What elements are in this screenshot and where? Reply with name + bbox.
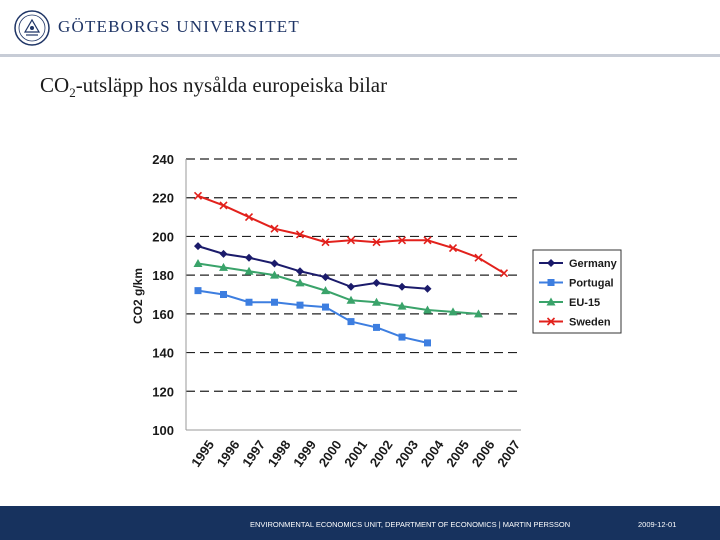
point-sweden	[246, 214, 253, 221]
point-germany	[296, 267, 304, 275]
legend-label-portugal: Portugal	[569, 277, 614, 290]
y-tick-label: 140	[152, 345, 174, 361]
point-portugal	[297, 302, 304, 309]
y-tick-label: 120	[152, 384, 174, 400]
legend-label-sweden: Sweden	[569, 316, 611, 329]
title-prefix: CO	[40, 73, 70, 97]
point-germany	[245, 254, 253, 262]
title-subscript: 2	[69, 85, 76, 101]
x-tick-label: 2007	[494, 437, 524, 470]
point-germany	[220, 250, 228, 258]
x-tick-label: 2000	[315, 437, 345, 470]
x-tick-label: 2006	[468, 437, 498, 470]
point-portugal	[195, 287, 202, 294]
footer-credit: ENVIRONMENTAL ECONOMICS UNIT, DEPARTMENT OF ECONOMICS | MARTIN PERSSON	[250, 520, 571, 529]
slide-footer	[0, 506, 720, 540]
point-portugal	[424, 339, 431, 346]
series-line-germany	[198, 246, 428, 289]
point-germany	[347, 283, 355, 291]
series-line-eu-15	[198, 264, 479, 314]
y-tick-label: 220	[152, 190, 174, 206]
point-germany	[373, 279, 381, 287]
series-line-sweden	[198, 196, 504, 273]
point-portugal	[220, 291, 227, 298]
point-portugal	[373, 324, 380, 331]
point-portugal	[348, 318, 355, 325]
x-tick-label: 1999	[290, 437, 320, 470]
point-sweden	[501, 270, 508, 277]
university-name: GÖTEBORGS UNIVERSITET	[58, 17, 300, 36]
series-line-portugal	[198, 291, 428, 343]
y-tick-label: 100	[152, 423, 174, 438]
y-tick-label: 160	[152, 306, 174, 322]
legend-label-eu-15: EU-15	[569, 297, 601, 309]
x-tick-label: 1996	[213, 437, 243, 470]
point-portugal	[246, 299, 253, 306]
x-tick-label: 2002	[366, 437, 396, 470]
point-germany	[271, 260, 279, 268]
x-tick-label: 1995	[188, 437, 218, 470]
y-tick-label: 200	[152, 229, 174, 245]
legend-marker-portugal	[548, 279, 555, 286]
point-germany	[424, 285, 432, 293]
x-tick-label: 1997	[239, 437, 269, 470]
point-germany	[322, 273, 330, 281]
x-tick-label: 2001	[341, 437, 371, 470]
point-portugal	[322, 304, 329, 311]
x-tick-label: 2004	[417, 437, 447, 470]
y-tick-label: 180	[152, 268, 174, 284]
point-portugal	[271, 299, 278, 306]
title-rest: -utsläpp hos nysålda europeiska bilar	[75, 73, 388, 97]
legend-label-germany: Germany	[569, 258, 617, 270]
x-tick-label: 2003	[392, 437, 422, 470]
point-germany	[194, 242, 202, 250]
x-tick-label: 1998	[264, 437, 294, 470]
y-axis-title: CO2 g/km	[131, 267, 145, 325]
point-germany	[398, 283, 406, 291]
point-portugal	[399, 334, 406, 341]
y-tick-label: 240	[152, 152, 174, 167]
x-tick-label: 2005	[443, 437, 473, 470]
footer-date: 2009-12-01	[638, 520, 677, 529]
